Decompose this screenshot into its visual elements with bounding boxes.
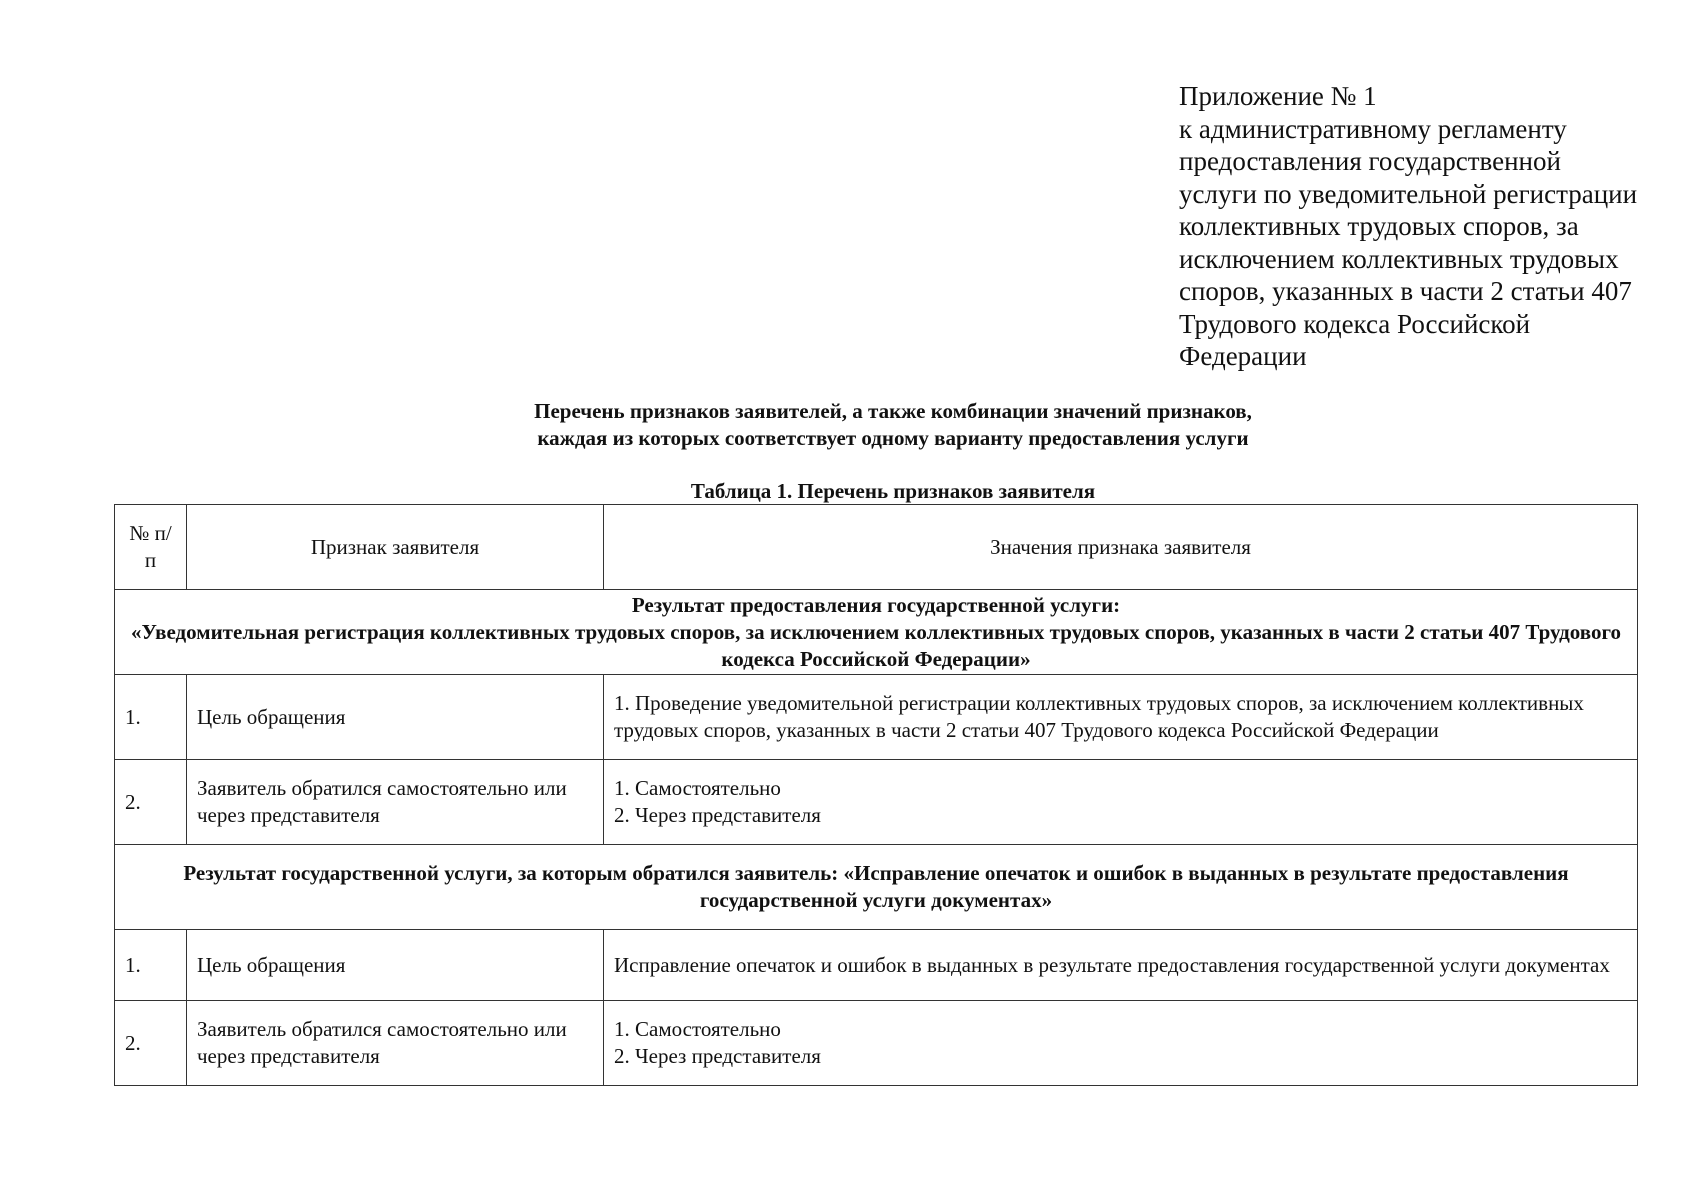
value-line: 2. Через представителя — [614, 803, 821, 827]
section-row — [115, 845, 1638, 930]
row-value: Исправление опечаток и ошибок в выданных в результате предоставления государственной услуги документах — [604, 930, 1638, 1001]
appendix-line: исключением коллективных трудовых — [1179, 243, 1619, 274]
appendix-block — [1179, 80, 1679, 373]
table-row — [115, 930, 1638, 1001]
row-num: 2. — [115, 760, 187, 845]
row-feature: Заявитель обратился самостоятельно или через представителя — [187, 1001, 604, 1086]
row-value: 1. Проведение уведомительной регистрации коллективных трудовых споров, за исключением коллективных трудовых споров, указанных в части 2 статьи 407 Трудового кодекса Российской Федерации — [604, 675, 1638, 760]
table-row — [115, 675, 1638, 760]
value-line: 2. Через представителя — [614, 1044, 821, 1068]
header-values: Значения признака заявителя — [604, 505, 1638, 590]
title-line-1: Перечень признаков заявителей, а также комбинации значений признаков, — [534, 399, 1252, 423]
table-row — [115, 760, 1638, 845]
row-feature: Цель обращения — [187, 675, 604, 760]
appendix-line: к административному регламенту — [1179, 113, 1567, 144]
section-heading: Результат государственной услуги, за которым обратился заявитель: «Исправление опечаток и ошибок в выданных в результате предоставления государственной услуги документах» — [115, 845, 1638, 930]
header-num: № п/п — [115, 505, 187, 590]
row-value — [604, 760, 1638, 845]
appendix-line: коллективных трудовых споров, за — [1179, 211, 1579, 241]
appendix-line: Трудового кодекса Российской — [1179, 308, 1531, 339]
section-row — [115, 590, 1638, 675]
title-line-2: каждая из которых соответствует одному варианту предоставления услуги — [537, 426, 1249, 450]
appendix-line: споров, указанных в части 2 статьи 407 — [1179, 276, 1632, 306]
features-table — [114, 504, 1638, 1086]
appendix-line: Федерации — [1179, 341, 1307, 371]
table-caption: Таблица 1. Перечень признаков заявителя — [690, 479, 1096, 503]
appendix-line: Приложение № 1 — [1179, 81, 1377, 111]
header-feature: Признак заявителя — [187, 505, 604, 590]
value-line: 1. Самостоятельно — [614, 776, 781, 800]
row-feature: Заявитель обратился самостоятельно или через представителя — [187, 760, 604, 845]
value-line: 1. Самостоятельно — [614, 1017, 781, 1041]
section-heading-line-1: Результат предоставления государственной услуги: — [631, 592, 1121, 617]
section-heading — [115, 590, 1638, 675]
table-header-row — [115, 505, 1638, 590]
row-num: 2. — [115, 1001, 187, 1086]
section-heading-line-2: «Уведомительная регистрация коллективных трудовых споров, за исключением коллективных трудовых споров, указанных в части 2 статьи 407 Трудового кодекса Российской Федерации» — [130, 619, 1621, 671]
row-num: 1. — [115, 675, 187, 760]
appendix-line: предоставления государственной — [1179, 146, 1561, 176]
page-title — [0, 398, 1697, 452]
row-feature: Цель обращения — [187, 930, 604, 1001]
row-value — [604, 1001, 1638, 1086]
row-num: 1. — [115, 930, 187, 1001]
appendix-line: услуги по уведомительной регистрации — [1179, 178, 1638, 209]
table-row — [115, 1001, 1638, 1086]
